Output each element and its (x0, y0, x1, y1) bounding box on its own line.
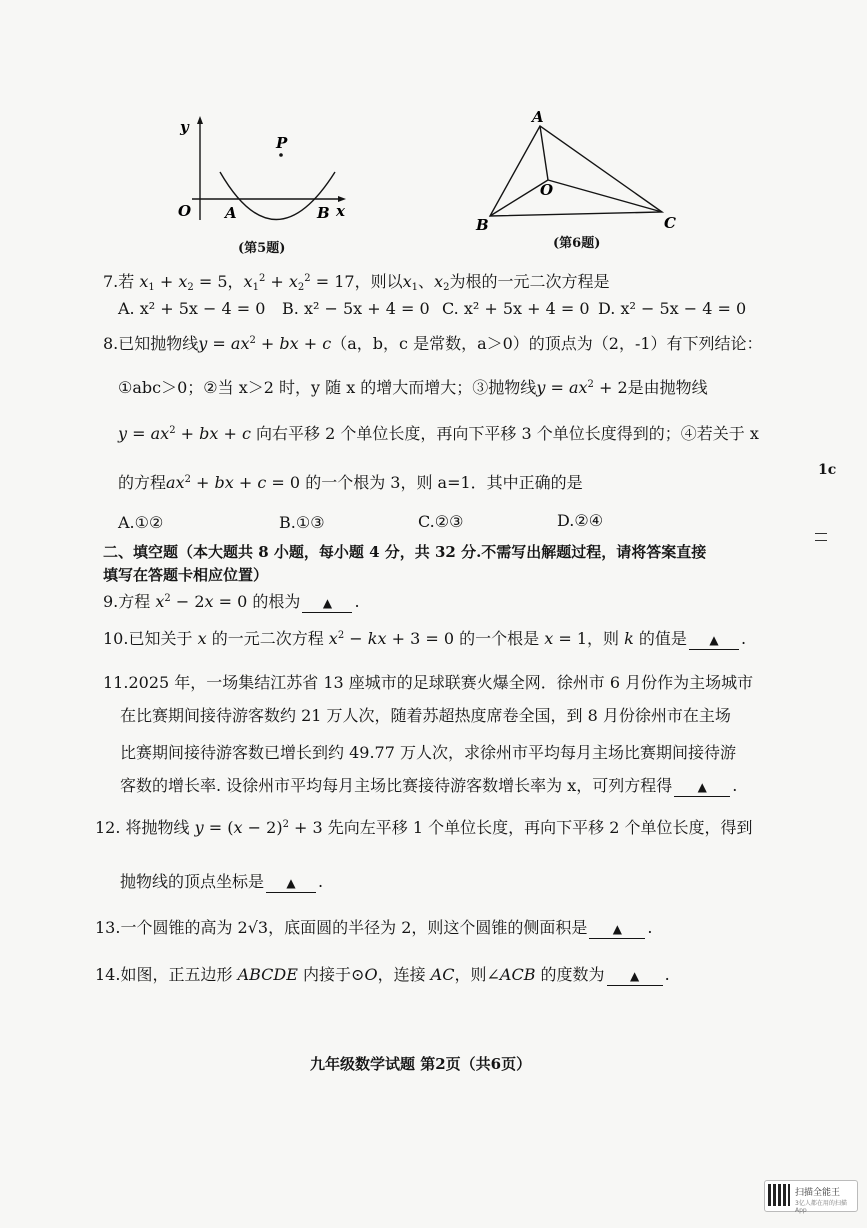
fig5-x-label: x (336, 202, 345, 220)
fig5-y-label: y (180, 118, 189, 136)
question-8-line-4: 的方程$ax^2$ + bx + c = 0 的一个根为 3，则 a=1．其中正确的是 (118, 473, 583, 492)
question-8-option-b: B.①③ (279, 513, 325, 532)
page-footer: 九年级数学试题 第2页（共6页） (310, 1055, 532, 1073)
answer-blank: ▲ (266, 874, 316, 893)
scanner-watermark (764, 1180, 858, 1212)
question-13: 13.一个圆锥的高为 2√3，底面圆的半径为 2，则这个圆锥的侧面积是 ▲ . (95, 918, 653, 937)
question-11-line-4: 客数的增长率. 设徐州市平均每月主场比赛接待游客数增长率为 x，可列方程得 ▲ . (120, 776, 738, 795)
question-11-line-1: 11.2025 年，一场集结江苏省 13 座城市的足球联赛火爆全网．徐州市 6 月份作为主场城市 (103, 673, 754, 692)
question-8-option-d: D.②④ (557, 511, 604, 530)
margin-lines (815, 533, 827, 541)
figure-5-parabola (170, 112, 360, 252)
question-7-option-d: D. x² − 5x − 4 = 0 (598, 299, 747, 318)
question-14: 14.如图，正五边形 ABCDE 内接于⊙O，连接 AC，则∠ACB 的度数为 ▲ . (95, 965, 670, 984)
section-2-heading-line-2: 填写在答题卡相应位置） (103, 566, 269, 584)
question-8-stem: 8.已知抛物线$y = ax^2$ + bx + c（a，b，c 是常数，a＞0）的顶点为（2，-1）有下列结论： (103, 334, 763, 353)
fig6-b-label: B (476, 216, 489, 234)
scanner-app-name: 扫描全能王 (795, 1188, 841, 1198)
figure-6-triangle (470, 108, 685, 238)
fig5-b-label: B (317, 204, 330, 222)
question-7-option-c: C. x² + 5x + 4 = 0 (442, 299, 590, 318)
question-9: 9.方程 $x^2 - 2x = 0$ 的根为 ▲ . (103, 592, 360, 611)
section-2-heading: 二、填空题（本大题共 8 小题，每小题 4 分，共 32 分.不需写出解题过程，请将答案直接 (103, 543, 707, 561)
margin-text: 1c (818, 462, 837, 478)
answer-blank: ▲ (689, 631, 739, 650)
question-8-option-c: C.②③ (418, 512, 464, 531)
fig6-a-label: A (532, 108, 544, 126)
question-7-option-b: B. x² − 5x + 4 = 0 (282, 299, 430, 318)
fig5-p-label: P (276, 134, 288, 152)
fig6-c-label: C (664, 214, 676, 232)
question-7-stem: 7.若 $x_1 + x_2 = 5$，$x_1^2 + x_2^2 = 17$，则以$x_1$、$x_2$为根的一元二次方程是 (103, 272, 610, 293)
figure-6-caption: (第6题) (553, 236, 601, 251)
answer-blank: ▲ (607, 967, 663, 986)
question-11-line-3: 比赛期间接待游客数已增长到约 49.77 万人次，求徐州市平均每月主场比赛期间接待游 (120, 743, 736, 762)
question-11-line-2: 在比赛期间接待游客数约 21 万人次，随着苏超热度席卷全国，到 8 月份徐州市在主场 (120, 706, 731, 725)
scanner-app-tagline: 3亿人都在用的扫描App (795, 1200, 847, 1214)
answer-blank: ▲ (674, 778, 730, 797)
answer-blank: ▲ (302, 594, 352, 613)
fig5-origin-label: O (178, 202, 192, 220)
fig6-o-label: O (540, 181, 554, 199)
question-7-option-a: A. x² + 5x − 4 = 0 (118, 299, 266, 318)
question-12-line-2: 抛物线的顶点坐标是 ▲ . (120, 872, 324, 891)
question-12-line-1: 12. 将抛物线 $y = (x - 2)^2 + 3$ 先向左平移 1 个单位长度，再向下平移 2 个单位长度，得到 (95, 818, 753, 837)
question-8-option-a: A.①② (118, 513, 164, 532)
qr-code-icon (768, 1184, 790, 1206)
question-8-line-3: $y = ax^2$ + bx + c 向右平移 2 个单位长度，再向下平移 3 个单位长度得到的；④若关于 x (118, 424, 759, 443)
fig5-a-label: A (225, 204, 237, 222)
question-8-line-2: ①abc＞0；②当 x＞2 时，y 随 x 的增大而增大；③抛物线$y = ax^2 + 2$是由抛物线 (118, 378, 708, 397)
answer-blank: ▲ (589, 920, 645, 939)
question-10: 10.已知关于 x 的一元二次方程 $x^2$ − kx + 3 = 0 的一个根是 x = 1，则 k 的值是 ▲ . (103, 629, 747, 648)
figure-5-caption: (第5题) (238, 241, 286, 256)
